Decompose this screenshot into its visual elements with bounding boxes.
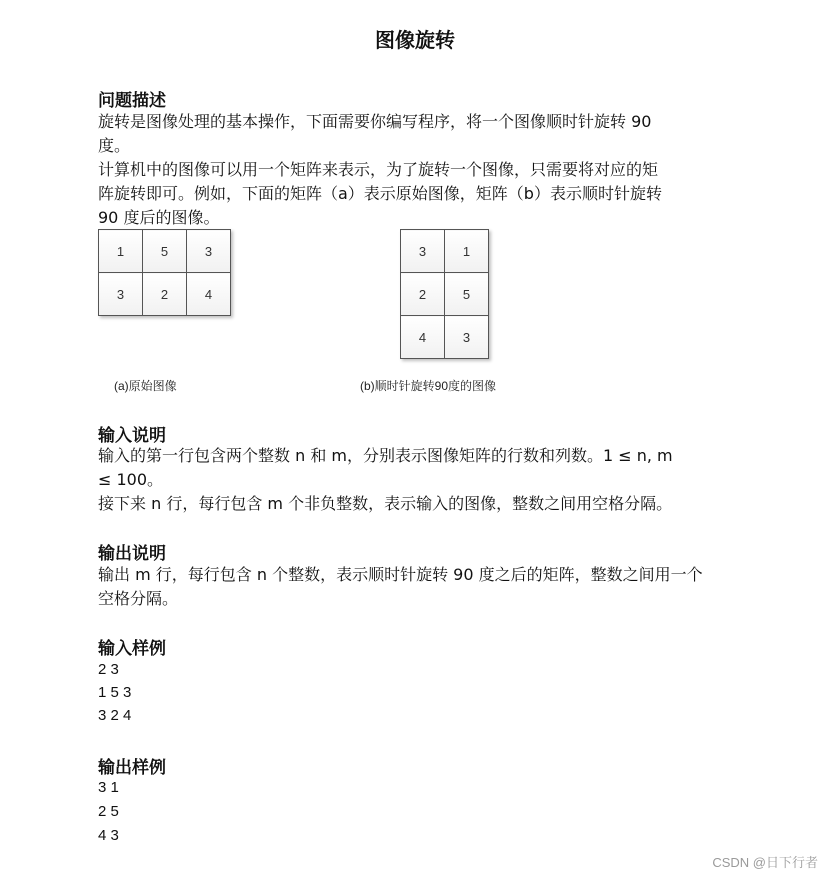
matrix-b-cell: 5 bbox=[445, 273, 489, 316]
input-text bbox=[98, 444, 738, 516]
input-heading: 输入说明 bbox=[98, 426, 166, 446]
sample-input-line: 2 3 bbox=[98, 661, 119, 678]
matrix-b-cell: 4 bbox=[401, 316, 445, 359]
problem-text bbox=[98, 110, 738, 230]
output-line-1: 输出 m 行，每行包含 n 个整数，表示顺时针旋转 90 度之后的矩阵，整数之间用一个 bbox=[98, 565, 703, 584]
output-text bbox=[98, 563, 738, 611]
matrix-b-cell: 3 bbox=[445, 316, 489, 359]
output-line-2: 空格分隔。 bbox=[98, 589, 179, 608]
output-heading: 输出说明 bbox=[98, 544, 166, 564]
watermark: CSDN @日下行者 bbox=[712, 855, 818, 870]
problem-heading: 问题描述 bbox=[98, 91, 166, 111]
matrix-b-caption: (b)顺时针旋转90度的图像 bbox=[360, 379, 497, 393]
problem-line-4: 阵旋转即可。例如，下面的矩阵（a）表示原始图像，矩阵（b）表示顺时针旋转 bbox=[98, 184, 662, 203]
input-line-1: 输入的第一行包含两个整数 n 和 m，分别表示图像矩阵的行数和列数。1 ≤ n, m bbox=[98, 446, 673, 465]
matrix-a-row bbox=[99, 273, 231, 316]
input-line-2: ≤ 100。 bbox=[98, 470, 164, 489]
matrix-b-row bbox=[401, 273, 489, 316]
matrix-b bbox=[400, 229, 489, 359]
sample-input-line: 3 2 4 bbox=[98, 707, 132, 724]
matrix-a-cell: 5 bbox=[143, 230, 187, 273]
matrix-a-cell: 2 bbox=[143, 273, 187, 316]
matrix-a-cell: 1 bbox=[99, 230, 143, 273]
matrix-a-caption: (a)原始图像 bbox=[114, 379, 177, 393]
problem-line-3: 计算机中的图像可以用一个矩阵来表示，为了旋转一个图像，只需要将对应的矩 bbox=[98, 160, 659, 179]
matrix-b-cell: 3 bbox=[401, 230, 445, 273]
sample-output-line: 4 3 bbox=[98, 827, 119, 844]
matrix-a-row bbox=[99, 230, 231, 273]
problem-line-5: 90 度后的图像。 bbox=[98, 208, 220, 227]
matrix-b-cell: 1 bbox=[445, 230, 489, 273]
sample-input-heading: 输入样例 bbox=[98, 639, 166, 659]
matrix-b-cell: 2 bbox=[401, 273, 445, 316]
matrix-a bbox=[98, 229, 231, 316]
sample-output-line: 2 5 bbox=[98, 803, 119, 820]
matrix-a-cell: 3 bbox=[99, 273, 143, 316]
matrix-b-row bbox=[401, 230, 489, 273]
matrix-a-cell: 4 bbox=[187, 273, 231, 316]
page-title: 图像旋转 bbox=[375, 28, 455, 52]
matrix-a-cell: 3 bbox=[187, 230, 231, 273]
problem-line-2: 度。 bbox=[98, 136, 131, 155]
input-line-3: 接下来 n 行，每行包含 m 个非负整数，表示输入的图像，整数之间用空格分隔。 bbox=[98, 494, 673, 513]
sample-input-line: 1 5 3 bbox=[98, 684, 132, 701]
sample-output-heading: 输出样例 bbox=[98, 758, 166, 778]
sample-output-line: 3 1 bbox=[98, 779, 119, 796]
problem-line-1: 旋转是图像处理的基本操作，下面需要你编写程序，将一个图像顺时针旋转 90 bbox=[98, 112, 652, 131]
matrix-b-row bbox=[401, 316, 489, 359]
